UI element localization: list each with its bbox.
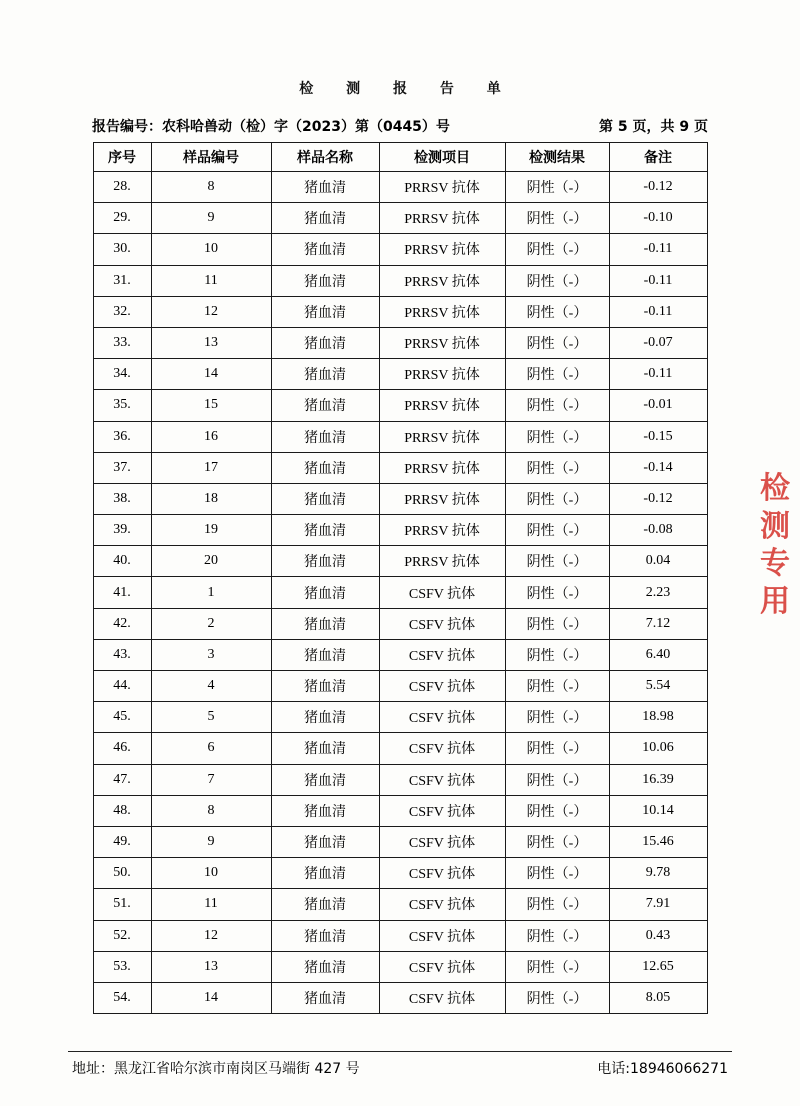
cell-test-result: 阴性（-）	[505, 982, 609, 1013]
cell-sample-no: 13	[151, 327, 271, 358]
cell-remark: -0.11	[609, 296, 707, 327]
cell-sample-name: 猪血清	[271, 515, 379, 546]
cell-test-result: 阴性（-）	[505, 608, 609, 639]
cell-remark: -0.12	[609, 483, 707, 514]
cell-test-result: 阴性（-）	[505, 920, 609, 951]
cell-remark: -0.11	[609, 265, 707, 296]
table-row	[93, 671, 707, 702]
cell-test-item: CSFV 抗体	[379, 702, 505, 733]
table-row	[93, 265, 707, 296]
cell-test-item: PRRSV 抗体	[379, 203, 505, 234]
cell-remark: 0.04	[609, 546, 707, 577]
cell-test-item: PRRSV 抗体	[379, 421, 505, 452]
cell-sample-name: 猪血清	[271, 982, 379, 1013]
cell-index: 45.	[93, 702, 151, 733]
cell-test-result: 阴性（-）	[505, 265, 609, 296]
cell-sample-name: 猪血清	[271, 764, 379, 795]
cell-test-result: 阴性（-）	[505, 327, 609, 358]
cell-sample-no: 9	[151, 203, 271, 234]
column-header-index: 序号	[93, 143, 151, 172]
table-row	[93, 359, 707, 390]
cell-test-item: PRRSV 抗体	[379, 452, 505, 483]
cell-test-item: CSFV 抗体	[379, 608, 505, 639]
cell-sample-name: 猪血清	[271, 296, 379, 327]
table-row	[93, 515, 707, 546]
cell-index: 44.	[93, 671, 151, 702]
cell-sample-no: 5	[151, 702, 271, 733]
cell-test-item: CSFV 抗体	[379, 920, 505, 951]
cell-index: 48.	[93, 795, 151, 826]
cell-index: 50.	[93, 858, 151, 889]
cell-sample-no: 2	[151, 608, 271, 639]
cell-sample-name: 猪血清	[271, 577, 379, 608]
cell-remark: -0.01	[609, 390, 707, 421]
cell-remark: 15.46	[609, 826, 707, 857]
cell-sample-name: 猪血清	[271, 608, 379, 639]
table-row	[93, 203, 707, 234]
cell-test-result: 阴性（-）	[505, 546, 609, 577]
cell-remark: 7.91	[609, 889, 707, 920]
cell-remark: 10.14	[609, 795, 707, 826]
cell-test-result: 阴性（-）	[505, 889, 609, 920]
cell-sample-no: 10	[151, 858, 271, 889]
cell-sample-name: 猪血清	[271, 702, 379, 733]
cell-index: 31.	[93, 265, 151, 296]
cell-sample-no: 9	[151, 826, 271, 857]
page-number: 第 5 页，共 9 页	[599, 119, 708, 135]
cell-sample-name: 猪血清	[271, 826, 379, 857]
cell-sample-name: 猪血清	[271, 858, 379, 889]
cell-test-item: PRRSV 抗体	[379, 390, 505, 421]
cell-sample-no: 8	[151, 172, 271, 203]
cell-index: 28.	[93, 172, 151, 203]
table-row	[93, 920, 707, 951]
cell-test-result: 阴性（-）	[505, 515, 609, 546]
cell-test-result: 阴性（-）	[505, 858, 609, 889]
cell-sample-no: 13	[151, 951, 271, 982]
table-row	[93, 858, 707, 889]
cell-sample-name: 猪血清	[271, 671, 379, 702]
cell-sample-no: 12	[151, 920, 271, 951]
cell-test-item: CSFV 抗体	[379, 889, 505, 920]
cell-sample-name: 猪血清	[271, 359, 379, 390]
footer-divider	[68, 1051, 732, 1052]
cell-remark: -0.11	[609, 359, 707, 390]
table-row	[93, 296, 707, 327]
cell-sample-no: 19	[151, 515, 271, 546]
cell-sample-no: 15	[151, 390, 271, 421]
cell-index: 52.	[93, 920, 151, 951]
cell-test-result: 阴性（-）	[505, 795, 609, 826]
cell-test-item: CSFV 抗体	[379, 733, 505, 764]
cell-index: 32.	[93, 296, 151, 327]
cell-index: 42.	[93, 608, 151, 639]
cell-index: 38.	[93, 483, 151, 514]
cell-remark: -0.08	[609, 515, 707, 546]
cell-test-result: 阴性（-）	[505, 826, 609, 857]
cell-index: 34.	[93, 359, 151, 390]
cell-test-result: 阴性（-）	[505, 671, 609, 702]
cell-sample-no: 11	[151, 265, 271, 296]
cell-sample-no: 7	[151, 764, 271, 795]
cell-index: 41.	[93, 577, 151, 608]
cell-index: 40.	[93, 546, 151, 577]
cell-test-result: 阴性（-）	[505, 733, 609, 764]
cell-test-item: CSFV 抗体	[379, 639, 505, 670]
cell-sample-no: 11	[151, 889, 271, 920]
column-header-sample-name: 样品名称	[271, 143, 379, 172]
cell-sample-no: 14	[151, 982, 271, 1013]
cell-remark: -0.14	[609, 452, 707, 483]
table-body	[93, 172, 707, 1014]
cell-remark: 18.98	[609, 702, 707, 733]
column-header-test-item: 检测项目	[379, 143, 505, 172]
cell-test-item: CSFV 抗体	[379, 577, 505, 608]
cell-remark: 5.54	[609, 671, 707, 702]
cell-test-result: 阴性（-）	[505, 702, 609, 733]
cell-index: 47.	[93, 764, 151, 795]
cell-sample-name: 猪血清	[271, 795, 379, 826]
cell-index: 39.	[93, 515, 151, 546]
cell-remark: 16.39	[609, 764, 707, 795]
footer-phone: 电话:18946066271	[597, 1061, 728, 1077]
cell-remark: -0.11	[609, 234, 707, 265]
cell-test-item: CSFV 抗体	[379, 982, 505, 1013]
table-row	[93, 390, 707, 421]
page-title: 检 测 报 告 单	[299, 81, 515, 97]
cell-sample-no: 10	[151, 234, 271, 265]
column-header-sample-no: 样品编号	[151, 143, 271, 172]
cell-sample-name: 猪血清	[271, 421, 379, 452]
cell-sample-name: 猪血清	[271, 951, 379, 982]
cell-sample-no: 12	[151, 296, 271, 327]
cell-sample-name: 猪血清	[271, 265, 379, 296]
table-row	[93, 639, 707, 670]
cell-index: 46.	[93, 733, 151, 764]
report-number: 报告编号：农科哈兽动（检）字（2023）第（0445）号	[92, 119, 450, 135]
cell-test-item: CSFV 抗体	[379, 951, 505, 982]
table-row	[93, 172, 707, 203]
cell-remark: -0.10	[609, 203, 707, 234]
cell-sample-no: 17	[151, 452, 271, 483]
cell-remark: 6.40	[609, 639, 707, 670]
cell-remark: 2.23	[609, 577, 707, 608]
cell-index: 54.	[93, 982, 151, 1013]
cell-test-item: PRRSV 抗体	[379, 483, 505, 514]
table-row	[93, 795, 707, 826]
cell-test-item: PRRSV 抗体	[379, 327, 505, 358]
cell-index: 33.	[93, 327, 151, 358]
cell-sample-name: 猪血清	[271, 203, 379, 234]
cell-remark: 8.05	[609, 982, 707, 1013]
footer-address: 地址：黑龙江省哈尔滨市南岗区马端街 427 号	[72, 1061, 360, 1077]
cell-sample-name: 猪血清	[271, 452, 379, 483]
cell-sample-name: 猪血清	[271, 483, 379, 514]
cell-test-item: CSFV 抗体	[379, 795, 505, 826]
column-header-remark: 备注	[609, 143, 707, 172]
cell-test-item: PRRSV 抗体	[379, 359, 505, 390]
cell-test-result: 阴性（-）	[505, 577, 609, 608]
cell-test-item: CSFV 抗体	[379, 764, 505, 795]
cell-test-item: PRRSV 抗体	[379, 172, 505, 203]
table-header	[93, 143, 707, 172]
table-header-row	[93, 143, 707, 172]
table-row	[93, 982, 707, 1013]
cell-index: 36.	[93, 421, 151, 452]
cell-test-item: PRRSV 抗体	[379, 296, 505, 327]
cell-test-result: 阴性（-）	[505, 296, 609, 327]
cell-test-item: CSFV 抗体	[379, 671, 505, 702]
cell-index: 51.	[93, 889, 151, 920]
page-footer	[0, 1051, 800, 1078]
cell-sample-no: 8	[151, 795, 271, 826]
table-row	[93, 234, 707, 265]
table-row	[93, 546, 707, 577]
cell-test-result: 阴性（-）	[505, 390, 609, 421]
cell-sample-name: 猪血清	[271, 639, 379, 670]
cell-test-result: 阴性（-）	[505, 483, 609, 514]
table-row	[93, 327, 707, 358]
cell-sample-no: 20	[151, 546, 271, 577]
cell-index: 53.	[93, 951, 151, 982]
cell-test-item: CSFV 抗体	[379, 826, 505, 857]
cell-sample-name: 猪血清	[271, 889, 379, 920]
cell-index: 29.	[93, 203, 151, 234]
cell-sample-no: 1	[151, 577, 271, 608]
cell-test-item: CSFV 抗体	[379, 858, 505, 889]
table-row	[93, 889, 707, 920]
cell-remark: 9.78	[609, 858, 707, 889]
cell-test-item: PRRSV 抗体	[379, 234, 505, 265]
table-row	[93, 702, 707, 733]
cell-test-result: 阴性（-）	[505, 234, 609, 265]
cell-sample-name: 猪血清	[271, 920, 379, 951]
table-row	[93, 951, 707, 982]
cell-index: 49.	[93, 826, 151, 857]
cell-remark: -0.07	[609, 327, 707, 358]
cell-remark: 7.12	[609, 608, 707, 639]
table-row	[93, 608, 707, 639]
cell-index: 43.	[93, 639, 151, 670]
table-row	[93, 764, 707, 795]
cell-test-result: 阴性（-）	[505, 639, 609, 670]
official-stamp: 检 测 专 用	[760, 471, 790, 618]
cell-sample-name: 猪血清	[271, 172, 379, 203]
cell-test-result: 阴性（-）	[505, 203, 609, 234]
cell-sample-no: 14	[151, 359, 271, 390]
cell-remark: 12.65	[609, 951, 707, 982]
cell-remark: 0.43	[609, 920, 707, 951]
table-row	[93, 452, 707, 483]
results-table	[93, 142, 708, 1014]
cell-test-result: 阴性（-）	[505, 452, 609, 483]
cell-test-result: 阴性（-）	[505, 359, 609, 390]
cell-index: 35.	[93, 390, 151, 421]
cell-sample-no: 16	[151, 421, 271, 452]
cell-test-result: 阴性（-）	[505, 764, 609, 795]
cell-index: 30.	[93, 234, 151, 265]
cell-remark: 10.06	[609, 733, 707, 764]
cell-test-item: PRRSV 抗体	[379, 265, 505, 296]
cell-test-item: PRRSV 抗体	[379, 515, 505, 546]
cell-sample-name: 猪血清	[271, 234, 379, 265]
cell-sample-no: 18	[151, 483, 271, 514]
cell-index: 37.	[93, 452, 151, 483]
cell-remark: -0.15	[609, 421, 707, 452]
report-meta	[92, 116, 708, 136]
cell-sample-no: 6	[151, 733, 271, 764]
table-row	[93, 826, 707, 857]
table-row	[93, 577, 707, 608]
cell-sample-name: 猪血清	[271, 327, 379, 358]
cell-sample-name: 猪血清	[271, 390, 379, 421]
cell-sample-name: 猪血清	[271, 546, 379, 577]
cell-sample-name: 猪血清	[271, 733, 379, 764]
cell-test-result: 阴性（-）	[505, 172, 609, 203]
cell-test-result: 阴性（-）	[505, 951, 609, 982]
cell-test-item: PRRSV 抗体	[379, 546, 505, 577]
column-header-test-result: 检测结果	[505, 143, 609, 172]
table-row	[93, 483, 707, 514]
table-row	[93, 421, 707, 452]
cell-remark: -0.12	[609, 172, 707, 203]
cell-sample-no: 3	[151, 639, 271, 670]
cell-test-result: 阴性（-）	[505, 421, 609, 452]
cell-sample-no: 4	[151, 671, 271, 702]
table-row	[93, 733, 707, 764]
